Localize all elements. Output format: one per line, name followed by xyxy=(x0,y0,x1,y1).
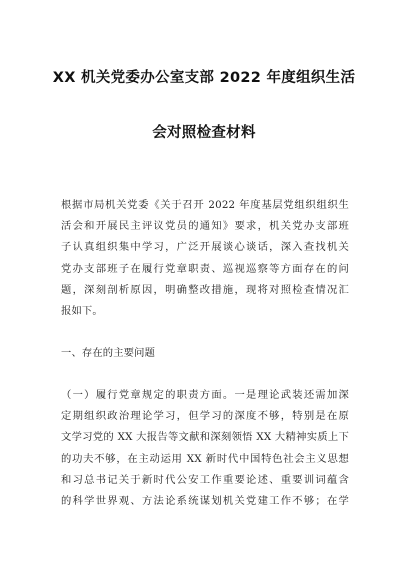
document-title-line-2: 会对照检查材料 xyxy=(152,125,256,141)
intro-paragraph xyxy=(61,195,349,322)
intro-line: 党办支部班子在履行党章职责、巡视巡察等方面存在的问 xyxy=(61,262,349,275)
section-heading-text: 一、存在的主要问题 xyxy=(61,347,156,359)
intro-line: 根据市局机关党委《关于召开 2022 年度基层党组织组织生 xyxy=(61,199,349,211)
subsection-paragraph xyxy=(61,385,349,512)
subsection-line: （一）履行党章规定的职责方面。一是理论武装还需加深 xyxy=(61,389,349,401)
subsection-line: 的功夫不够，在主动运用 XX 新时代中国特色社会主义思想 xyxy=(61,452,349,465)
subsection-line: 定期组织政治理论学习，但学习的深度不够，特别是在原 xyxy=(61,410,349,423)
section-heading xyxy=(61,343,349,364)
intro-line: 活会和开展民主评议党员的通知》要求，机关党办支部班 xyxy=(61,220,349,233)
intro-line: 子认真组织集中学习，广泛开展谈心谈话，深入查找机关 xyxy=(61,241,349,254)
subsection-line: 文学习党的 XX 大报告等文献和深刻领悟 XX 大精神实质上下 xyxy=(61,431,349,444)
subsection-line: 的科学世界观、方法论系统谋划机关党建工作不够；在学 xyxy=(61,495,349,508)
intro-line: 报如下。 xyxy=(61,305,103,318)
subsection-line: 和习总书记关于新时代公安工作重要论述、重要训词蕴含 xyxy=(61,473,349,486)
intro-line: 题，深刻剖析原因，明确整改措施，现将对照检查情况汇 xyxy=(61,283,349,296)
document-title-line-1: XX 机关党委办公室支部 2022 年度组织生活 xyxy=(52,70,356,86)
